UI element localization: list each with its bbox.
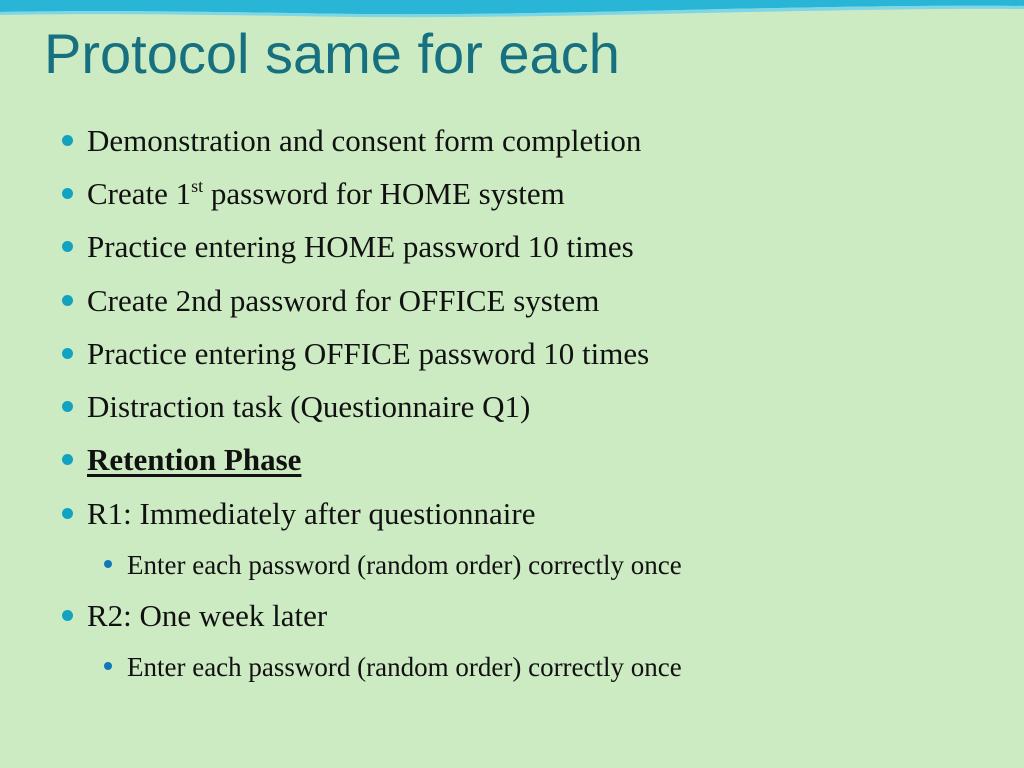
sub-list-item-text: Enter each password (random order) correctly once	[127, 652, 682, 682]
list-item-text: Practice entering HOME password 10 times	[87, 229, 634, 264]
list-item-text: R1: Immediately after questionnaire	[87, 496, 536, 531]
list-item-text	[87, 172, 565, 216]
list-item-text	[87, 438, 301, 482]
sub-list-item	[0, 647, 1000, 691]
bullet-dot-icon	[62, 295, 73, 306]
section-heading: Retention Phase	[87, 442, 302, 477]
bullet-dot-icon	[62, 508, 73, 519]
slide-title: Protocol same for each	[44, 22, 620, 85]
bullet-dot-icon	[62, 401, 73, 412]
bullet-dot-icon	[62, 188, 73, 199]
list-item-text-part: password for HOME system	[203, 176, 565, 211]
list-item-text: Demonstration and consent form completion	[87, 123, 642, 158]
list-item	[0, 385, 1000, 429]
bullet-dot-icon	[62, 241, 73, 252]
list-item-text: Create 2nd password for OFFICE system	[87, 283, 600, 318]
sub-list-item-text: Enter each password (random order) correctly once	[127, 550, 682, 580]
list-item	[0, 492, 1000, 536]
list-item	[0, 172, 1000, 216]
bullet-dot-icon	[62, 454, 73, 465]
sub-bullet-dot-icon	[104, 560, 112, 568]
sub-bullet-dot-icon	[104, 662, 112, 670]
ordinal-suffix: st	[191, 176, 204, 196]
list-item	[0, 594, 1000, 638]
sub-list-item	[0, 545, 1000, 589]
list-item-text: Distraction task (Questionnaire Q1)	[87, 389, 531, 424]
list-item-text: Practice entering OFFICE password 10 times	[87, 336, 650, 371]
list-item-text-part: Create 1	[87, 176, 192, 211]
list-item-text: R2: One week later	[87, 598, 328, 633]
bullet-dot-icon	[62, 348, 73, 359]
list-item	[0, 225, 1000, 269]
bullet-dot-icon	[62, 135, 73, 146]
list-item	[0, 279, 1000, 323]
list-item	[0, 332, 1000, 376]
bullet-dot-icon	[62, 610, 73, 621]
list-item	[0, 119, 1000, 163]
list-item	[0, 438, 1000, 482]
